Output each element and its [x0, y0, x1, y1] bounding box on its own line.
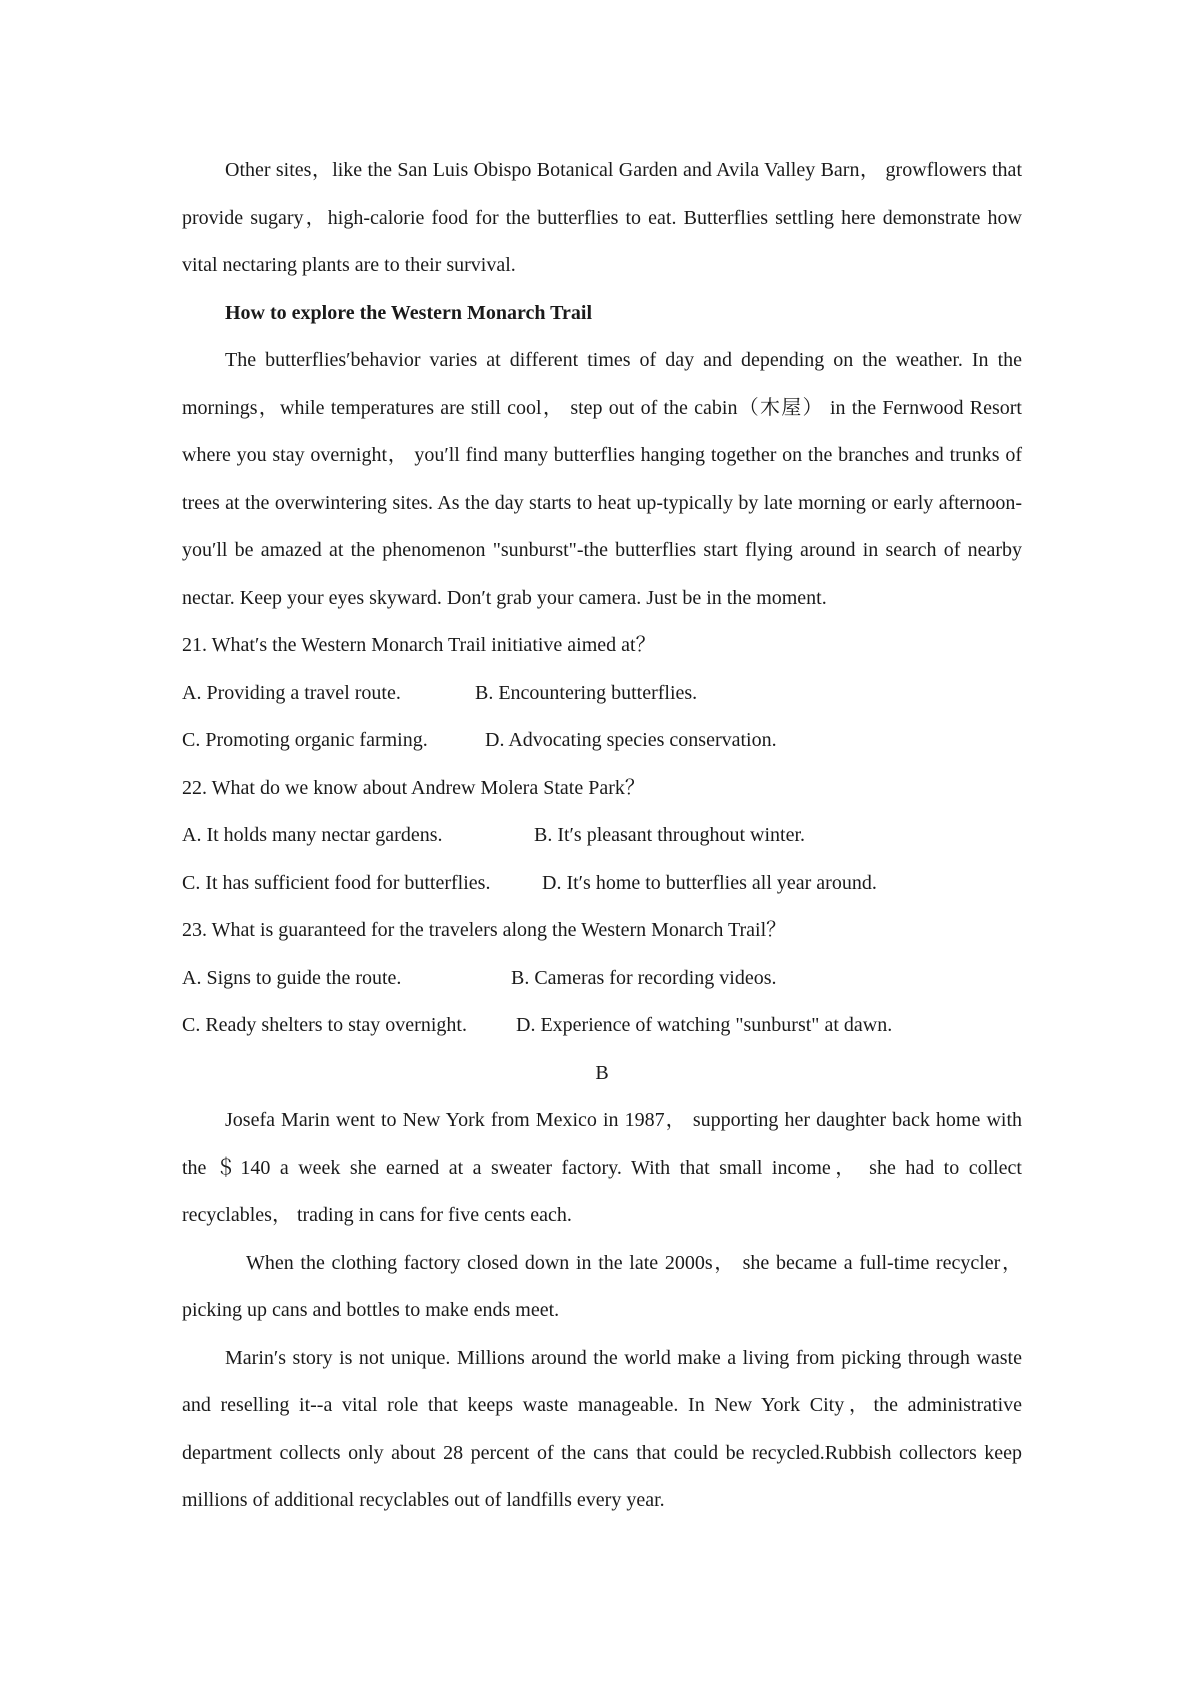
question-22-option-c: C. It has sufficient food for butterflies.	[182, 871, 491, 894]
question-22-stem: 22. What do we know about Andrew Molera State Park？	[182, 776, 645, 799]
paragraph-josefa-marin: Josefa Marin went to New York from Mexico in 1987， supporting her daughter back home with the ＄140 a week she earned at a sweater factory. With that small income， she had to collect recyclables， trading in cans for five cents each.	[182, 1109, 1022, 1226]
question-23-option-d: D. Experience of watching "sunburst" at dawn.	[516, 1014, 893, 1036]
question-22-options-row-2	[182, 860, 1022, 908]
question-23-stem: 23. What is guaranteed for the travelers along the Western Monarch Trail？	[182, 919, 787, 941]
question-22-option-a: A. It holds many nectar gardens.	[182, 824, 443, 846]
paragraph-factory-closed: When the clothing factory closed down in the late 2000s， she became a full-time recycler，picking up cans and bottles to make ends meet.	[182, 1251, 1022, 1321]
question-21-options-row-1	[182, 670, 1022, 718]
section-heading: How to explore the Western Monarch Trail	[225, 301, 593, 324]
question-21-option-c: C. Promoting organic farming.	[182, 729, 428, 751]
document-page	[182, 147, 1022, 1525]
question-21-option-b: B. Encountering butterflies.	[475, 681, 698, 704]
paragraph-nectar-sites: Other sites，like the San Luis Obispo Botanical Garden and Avila Valley Barn， growflowers that provide sugary，high-calorie food for the butterflies to eat. Butterflies settling here demonstrate how vital nectaring plants are to their survival.	[182, 159, 1022, 276]
section-letter-b: B	[595, 1061, 609, 1084]
question-23-option-a: A. Signs to guide the route.	[182, 966, 402, 989]
question-23-option-b: B. Cameras for recording videos.	[511, 966, 777, 989]
question-21-stem: 21. What′s the Western Monarch Trail initiative aimed at？	[182, 634, 656, 656]
question-21-option-d: D. Advocating species conservation.	[485, 729, 777, 751]
question-22-option-b: B. It′s pleasant throughout winter.	[534, 824, 806, 846]
question-22-option-d: D. It′s home to butterflies all year around.	[542, 871, 877, 894]
paragraph-not-unique: Marin′s story is not unique. Millions around the world make a living from picking through waste and reselling it--a vital role that keeps waste manageable. In New York City，the administrative department collects only about 28 percent of the cans that could be recycled.Rubbish collectors keep millions of additional recyclables out of landfills every year.	[182, 1346, 1022, 1511]
question-23-option-c: C. Ready shelters to stay overnight.	[182, 1014, 467, 1036]
paragraph-explore-trail: The butterflies′behavior varies at different times of day and depending on the weather. In the mornings，while temperatures are still cool， step out of the cabin（木屋） in the Fernwood Resort where you stay overnight， you′ll find many butterflies hanging together on the branches and trunks of trees at the overwintering sites. As the day starts to heat up-typically by late morning or early afternoon-you′ll be amazed at the phenomenon "sunburst"-the butterflies start flying around in search of nearby nectar. Keep your eyes skyward. Don′t grab your camera. Just be in the moment.	[182, 349, 1022, 609]
question-23-options-row-2	[182, 1002, 1022, 1050]
question-21-option-a: A. Providing a travel route.	[182, 681, 401, 704]
question-22-options-row-1	[182, 812, 1022, 860]
question-23-options-row-1	[182, 955, 1022, 1003]
question-21-options-row-2	[182, 717, 1022, 765]
